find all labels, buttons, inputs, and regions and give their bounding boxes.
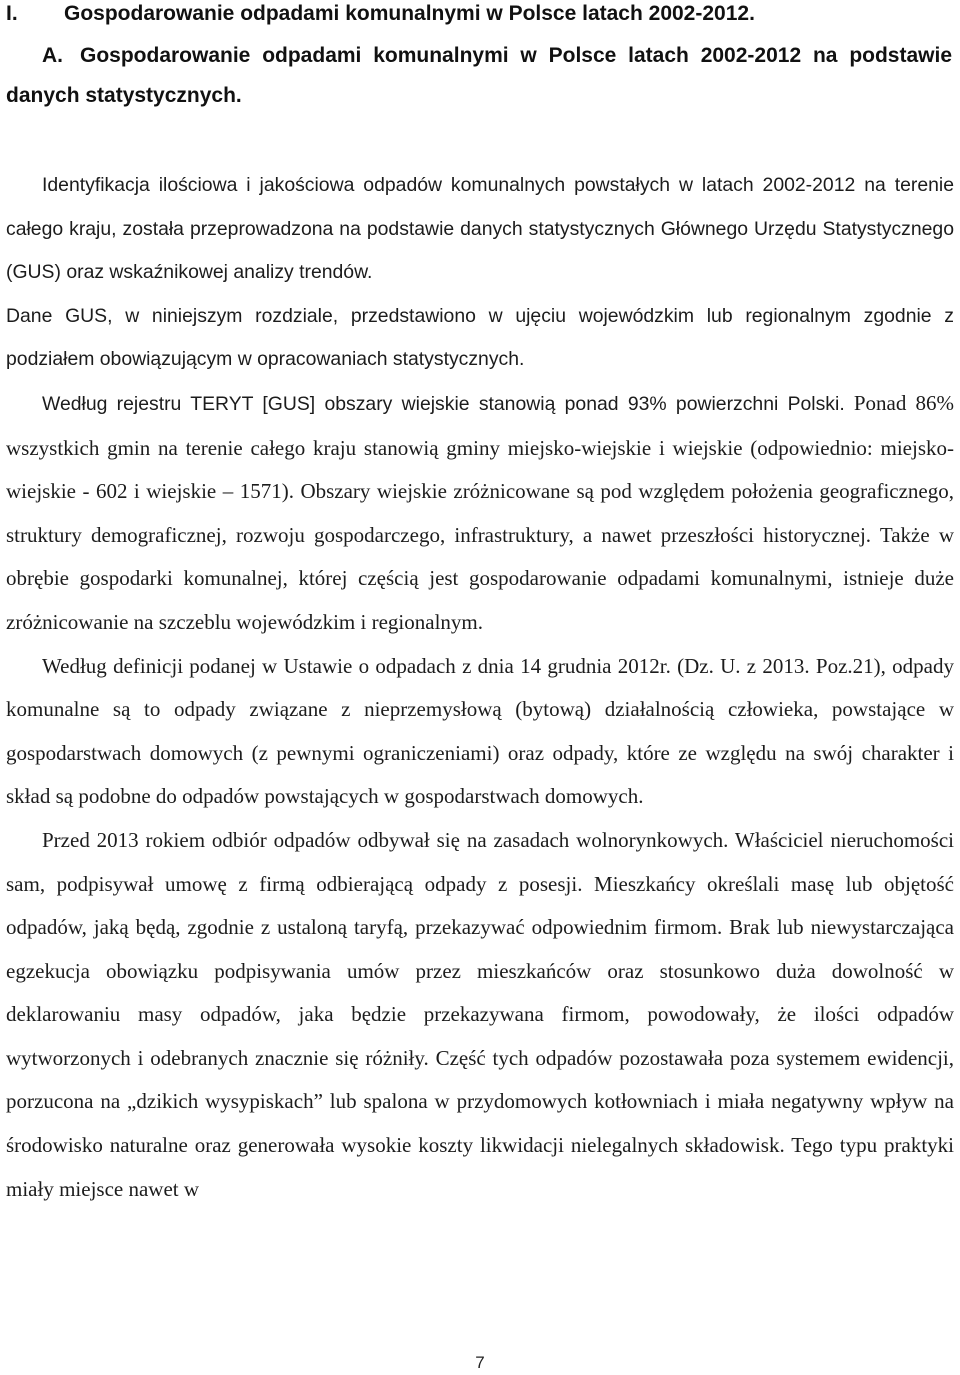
paragraph-definition: Według definicji podanej w Ustawie o odpadach z dnia 14 grudnia 2012r. (Dz. U. z 2013. Poz.21), odpady komunalne są to odpady związane z nieprzemysłową (bytową) działalnością człowieka, powstające w gospodarstwach domowych (z pewnymi ograniczeniami) oraz odpady, które ze względu na swój charakter i skład są podobne do odpadów powstających w gospodarstwach domowych. <box>6 653 954 809</box>
paragraph-rural-areas-rest: Ponad 86% wszystkich gmin na terenie całego kraju stanowią gminy miejsko-wiejskie i wiejskie (odpowiednio: miejsko-wiejskie - 602 i wiejskie – 1571). Obszary wiejskie zróżnicowane są pod względem położenia geograficznego, struktury demograficznej, rozwoju gospodarczego, infrastruktury, a nawet przeszłości historycznej. Także w obrębie gospodarki komunalnej, której częścią jest gospodarowanie odpadami komunalnymi, istnieje duże zróżnicowanie na szczeblu wojewódzkim i regionalnym. <box>6 390 954 634</box>
chapter-heading <box>6 0 954 34</box>
page-number: 7 <box>475 1353 485 1372</box>
section-title: Gospodarowanie odpadami komunalnymi w Polsce latach 2002-2012 na podstawie danych statystycznych. <box>6 44 952 107</box>
body-text <box>6 164 954 1211</box>
paragraph-gus-data: Dane GUS, w niniejszym rozdziale, przedstawiono w ujęciu wojewódzkim lub regionalnym zgodnie z podziałem obowiązującym w opracowaniach statystycznych. <box>6 304 954 371</box>
chapter-number: I. <box>6 2 18 25</box>
paragraph-rural-areas <box>6 382 954 645</box>
section-number: A. <box>42 44 63 67</box>
paragraph-identification: Identyfikacja ilościowa i jakościowa odpadów komunalnych powstałych w latach 2002-2012 na terenie całego kraju, została przeprowadzona na podstawie danych statystycznych Głównego Urzędu Statystycznego (GUS) oraz wskaźnikowej analizy trendów. <box>6 174 954 284</box>
paragraph-before-2013: Przed 2013 rokiem odbiór odpadów odbywał się na zasadach wolnorynkowych. Właściciel nieruchomości sam, podpisywał umowę z firmą odbierającą odpady z posesji. Mieszkańcy określali masę lub objętość odpadów, jaką będą, zgodnie z ustaloną taryfą, przekazywać odpowiednim firmom. Brak lub niewystarczająca egzekucja obowiązku podpisywania umów przez mieszkańców oraz stosunkowo duża dowolność w deklarowaniu masy odpadów, jaka będzie przekazywana firmom, powodowały, że ilości odpadów wytworzonych i odebranych znacznie się różniły. Część tych odpadów pozostawała poza systemem ewidencji, porzucona na „dzikich wysypiskach” lub spalona w przydomowych kotłowniach i miała negatywny wpływ na środowisko naturalne oraz generowała wysokie koszty likwidacji nielegalnych składowisk. Tego typu praktyki miały miejsce nawet w <box>6 827 954 1201</box>
paragraph-rural-areas-lead: Według rejestru TERYT [GUS] obszary wiejskie stanowią ponad 93% powierzchni Polski. <box>42 392 845 415</box>
section-heading <box>6 36 952 116</box>
chapter-title: Gospodarowanie odpadami komunalnymi w Polsce latach 2002-2012. <box>64 2 755 25</box>
